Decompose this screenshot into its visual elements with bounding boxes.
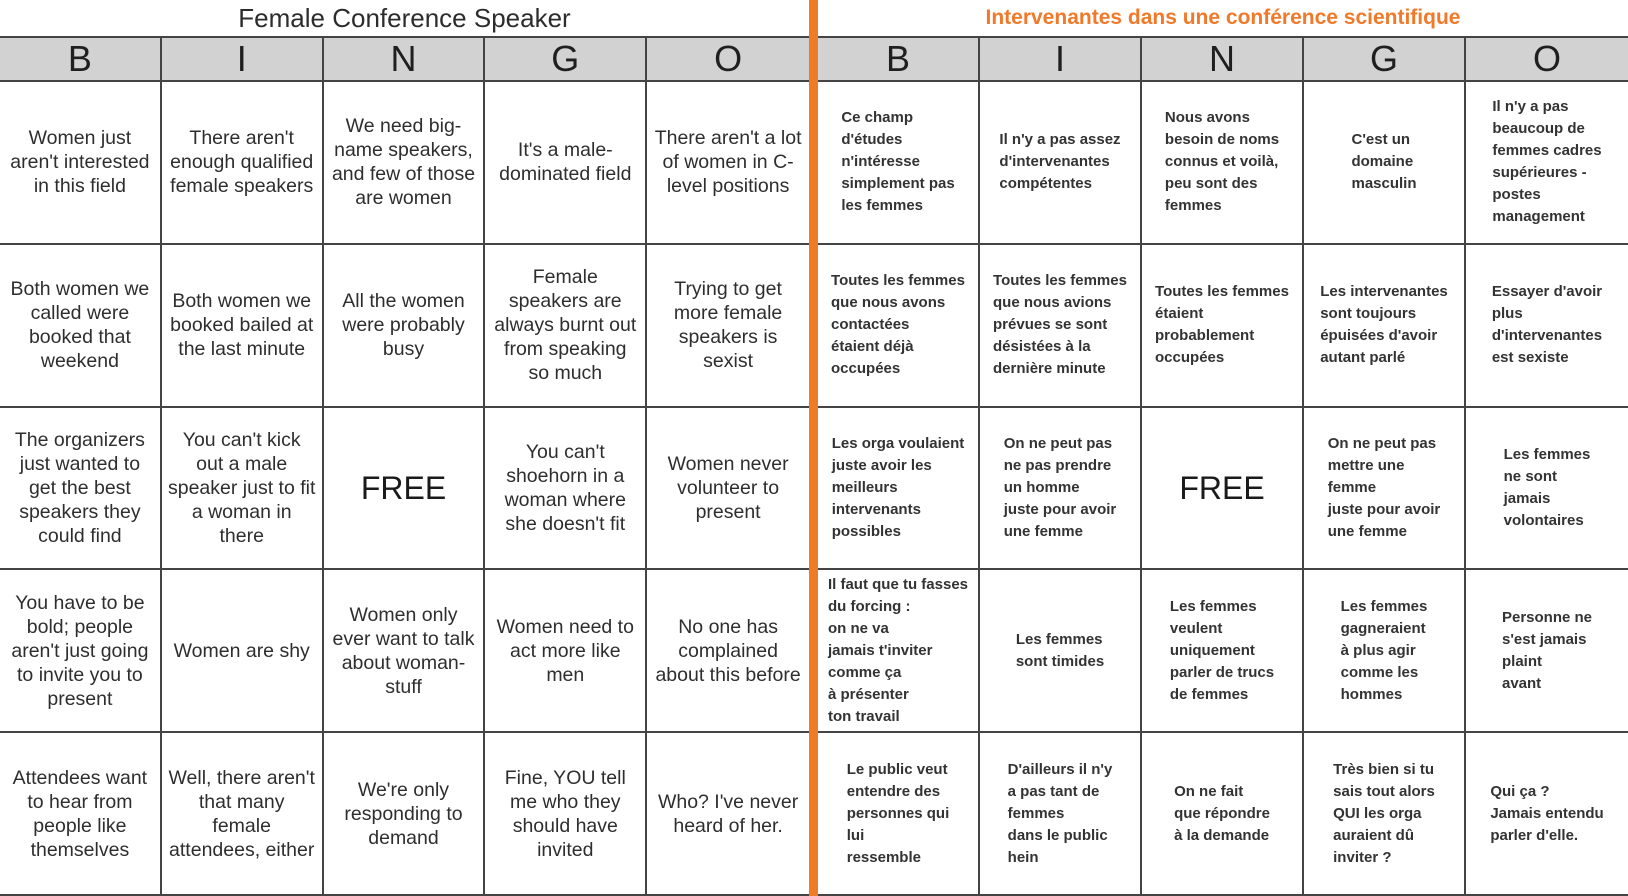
bingo-cell-text: No one has complained about this before xyxy=(655,615,801,686)
orange-divider xyxy=(809,0,818,896)
header-letter-b: B xyxy=(818,38,980,80)
bingo-cell-text: Who? I've never heard of her. xyxy=(657,790,799,837)
bingo-cell-text: All the women were probably busy xyxy=(342,290,465,361)
bingo-cell xyxy=(647,570,809,733)
bingo-cell xyxy=(324,245,486,408)
bingo-cell-text: Personne ne s'est jamais plaint avant xyxy=(1501,608,1593,692)
bingo-cell xyxy=(980,733,1142,896)
bingo-cell xyxy=(980,408,1142,571)
bingo-cell-text: There aren't enough qualified female speakers xyxy=(170,127,314,198)
french-bingo-grid xyxy=(818,82,1628,896)
bingo-cell xyxy=(162,82,324,245)
bingo-cell-text: It's a male-dominated field xyxy=(499,139,632,186)
bingo-cell xyxy=(980,570,1142,733)
bingo-cell-text: Attendees want to hear from people like themselves xyxy=(12,766,148,861)
bingo-cell-text: Les femmes gagneraient à plus agir comme les hommes xyxy=(1340,597,1428,703)
free-space-cell xyxy=(324,408,486,571)
header-letter-i: I xyxy=(980,38,1142,80)
bingo-cell-text: Women only ever want to talk about woman-stuff xyxy=(332,603,475,698)
header-letter-n: N xyxy=(1142,38,1304,80)
header-letter-n: N xyxy=(324,38,486,80)
header-letter-b: B xyxy=(0,38,162,80)
bingo-cell xyxy=(324,570,486,733)
bingo-cell-text: Women are shy xyxy=(173,639,310,662)
free-space-text: FREE xyxy=(360,469,447,506)
bingo-cell xyxy=(1142,82,1304,245)
bingo-cell xyxy=(647,82,809,245)
header-letter-o: O xyxy=(1532,38,1561,79)
english-bingo-grid xyxy=(0,82,809,896)
bingo-cell xyxy=(1304,570,1466,733)
bingo-cell-text: Il faut que tu fasses du forcing : on ne va jamais t'inviter comme ça à présenter ton travail xyxy=(827,575,969,725)
bingo-cell xyxy=(162,570,324,733)
french-card-title: Intervenantes dans une conférence scientifique xyxy=(985,6,1461,29)
bingo-cell-text: C'est un domaine masculin xyxy=(1351,131,1417,193)
bingo-cell-text: On ne peut pas mettre une femme juste pour avoir une femme xyxy=(1327,434,1441,540)
bingo-cell xyxy=(162,408,324,571)
bingo-cell xyxy=(1142,245,1304,408)
bingo-cell-text: Nous avons besoin de noms connus et voilà, peu sont des femmes xyxy=(1164,109,1280,215)
bingo-cell xyxy=(980,245,1142,408)
bingo-cell xyxy=(1142,570,1304,733)
bingo-cell xyxy=(647,245,809,408)
bingo-cell xyxy=(818,570,980,733)
bingo-cell xyxy=(647,733,809,896)
header-letter-g: G xyxy=(1304,38,1466,80)
bingo-cell-text: Both women we booked bailed at the last minute xyxy=(170,290,314,361)
bingo-cell-text: Toutes les femmes étaient probablement occupées xyxy=(1155,283,1289,367)
bingo-cell xyxy=(485,733,647,896)
bingo-cell xyxy=(162,245,324,408)
header-letter-g: G xyxy=(485,38,647,80)
bingo-cell-text: The organizers just wanted to get the best speakers they could find xyxy=(14,428,145,547)
bingo-cell-text: Les femmes ne sont jamais volontaires xyxy=(1503,445,1591,529)
bingo-cell-text: Toutes les femmes que nous avons contactées étaient déjà occupées xyxy=(831,272,965,378)
bingo-cell-text: Well, there aren't that many female attendees, either xyxy=(168,766,315,861)
bingo-cell-text: Il n'y a pas beaucoup de femmes cadres supérieures - postes management xyxy=(1492,98,1602,226)
bingo-cell-text: On ne peut pas ne pas prendre un homme juste pour avoir une femme xyxy=(1003,434,1117,540)
bingo-cell xyxy=(485,408,647,571)
bingo-cell xyxy=(0,245,162,408)
bingo-cell-text: Les orga voulaient juste avoir les meilleurs intervenants possibles xyxy=(831,434,965,540)
english-card-title: Female Conference Speaker xyxy=(238,2,571,33)
bingo-cell xyxy=(1466,570,1628,733)
bingo-cell-text: Women need to act more like men xyxy=(496,615,634,686)
bingo-cell xyxy=(818,245,980,408)
bingo-cell-text: Essayer d'avoir plus d'intervenantes est sexiste xyxy=(1491,283,1603,367)
bingo-cell-text: Women just aren't interested in this field xyxy=(10,127,150,198)
english-bingo-card xyxy=(0,0,809,896)
bingo-cell-text: Très bien si tu sais tout alors QUI les orga auraient dû inviter ? xyxy=(1333,760,1435,866)
bingo-cell-text: You can't shoehorn in a woman where she doesn't fit xyxy=(504,440,626,535)
bingo-cell xyxy=(1304,245,1466,408)
bingo-cell xyxy=(1466,82,1628,245)
bingo-cell-text: You can't kick out a male speaker just to fit a woman in there xyxy=(167,428,316,547)
bingo-cell xyxy=(485,245,647,408)
bingo-cell xyxy=(1142,733,1304,896)
bingo-cell-text: Toutes les femmes que nous avions prévues se sont désistées à la dernière minute xyxy=(993,272,1127,378)
bingo-cell-text: Both women we called were booked that weekend xyxy=(10,278,150,373)
bingo-cell xyxy=(818,408,980,571)
bingo-cell xyxy=(1466,733,1628,896)
bingo-cell xyxy=(980,82,1142,245)
bingo-cell-text: Ce champ d'études n'intéresse simplement pas les femmes xyxy=(841,109,955,215)
bingo-cell xyxy=(647,408,809,571)
bingo-cell xyxy=(0,82,162,245)
free-space-cell xyxy=(1142,408,1304,571)
bingo-cell-text: On ne fait que répondre à la demande xyxy=(1174,782,1270,844)
bingo-cell-text: Il n'y a pas assez d'intervenantes compétentes xyxy=(999,131,1121,193)
bingo-cell-text: D'ailleurs il n'y a pas tant de femmes dans le public hein xyxy=(1007,760,1113,866)
header-letter-o: O xyxy=(714,38,743,79)
free-space-text: FREE xyxy=(1179,469,1265,506)
bingo-cell xyxy=(0,733,162,896)
bingo-cell xyxy=(0,408,162,571)
bingo-cell-text: Les femmes veulent uniquement parler de trucs de femmes xyxy=(1169,597,1275,703)
bingo-cell-text: We're only responding to demand xyxy=(344,778,463,849)
french-bingo-header xyxy=(818,36,1628,82)
bingo-cell-text: You have to be bold; people aren't just going to invite you to present xyxy=(11,591,149,710)
bingo-cell xyxy=(1466,408,1628,571)
bingo-cell xyxy=(818,82,980,245)
bingo-cell xyxy=(818,733,980,896)
bingo-cell xyxy=(1304,82,1466,245)
bingo-cell-text: Fine, YOU tell me who they should have invited xyxy=(504,766,626,861)
bingo-cell xyxy=(1304,408,1466,571)
bingo-cell xyxy=(1304,733,1466,896)
bingo-cell xyxy=(485,570,647,733)
french-bingo-card xyxy=(818,0,1628,896)
bingo-cell-text: Les intervenantes sont toujours épuisées d'avoir autant parlé xyxy=(1320,283,1448,367)
bingo-cell-text: Female speakers are always burnt out from speaking so much xyxy=(494,266,637,385)
bingo-cell xyxy=(1466,245,1628,408)
header-letter-i: I xyxy=(162,38,324,80)
bingo-cell-text: Trying to get more female speakers is sexist xyxy=(673,278,783,373)
bingo-cell-text: Les femmes sont timides xyxy=(1015,630,1105,670)
english-bingo-header xyxy=(0,36,809,82)
bingo-cell-text: Le public veut entendre des personnes qui lui ressemble xyxy=(846,760,950,866)
bingo-cell-text: Qui ça ? Jamais entendu parler d'elle. xyxy=(1490,782,1604,844)
bingo-cell-text: We need big-name speakers, and few of those are women xyxy=(331,115,476,210)
bingo-cell xyxy=(485,82,647,245)
bingo-cell xyxy=(324,82,486,245)
bingo-cell-text: There aren't a lot of women in C-level positions xyxy=(654,127,802,198)
bingo-cell-text: Women never volunteer to present xyxy=(667,452,789,523)
bingo-cell xyxy=(0,570,162,733)
bingo-cell xyxy=(162,733,324,896)
bingo-cell xyxy=(324,733,486,896)
